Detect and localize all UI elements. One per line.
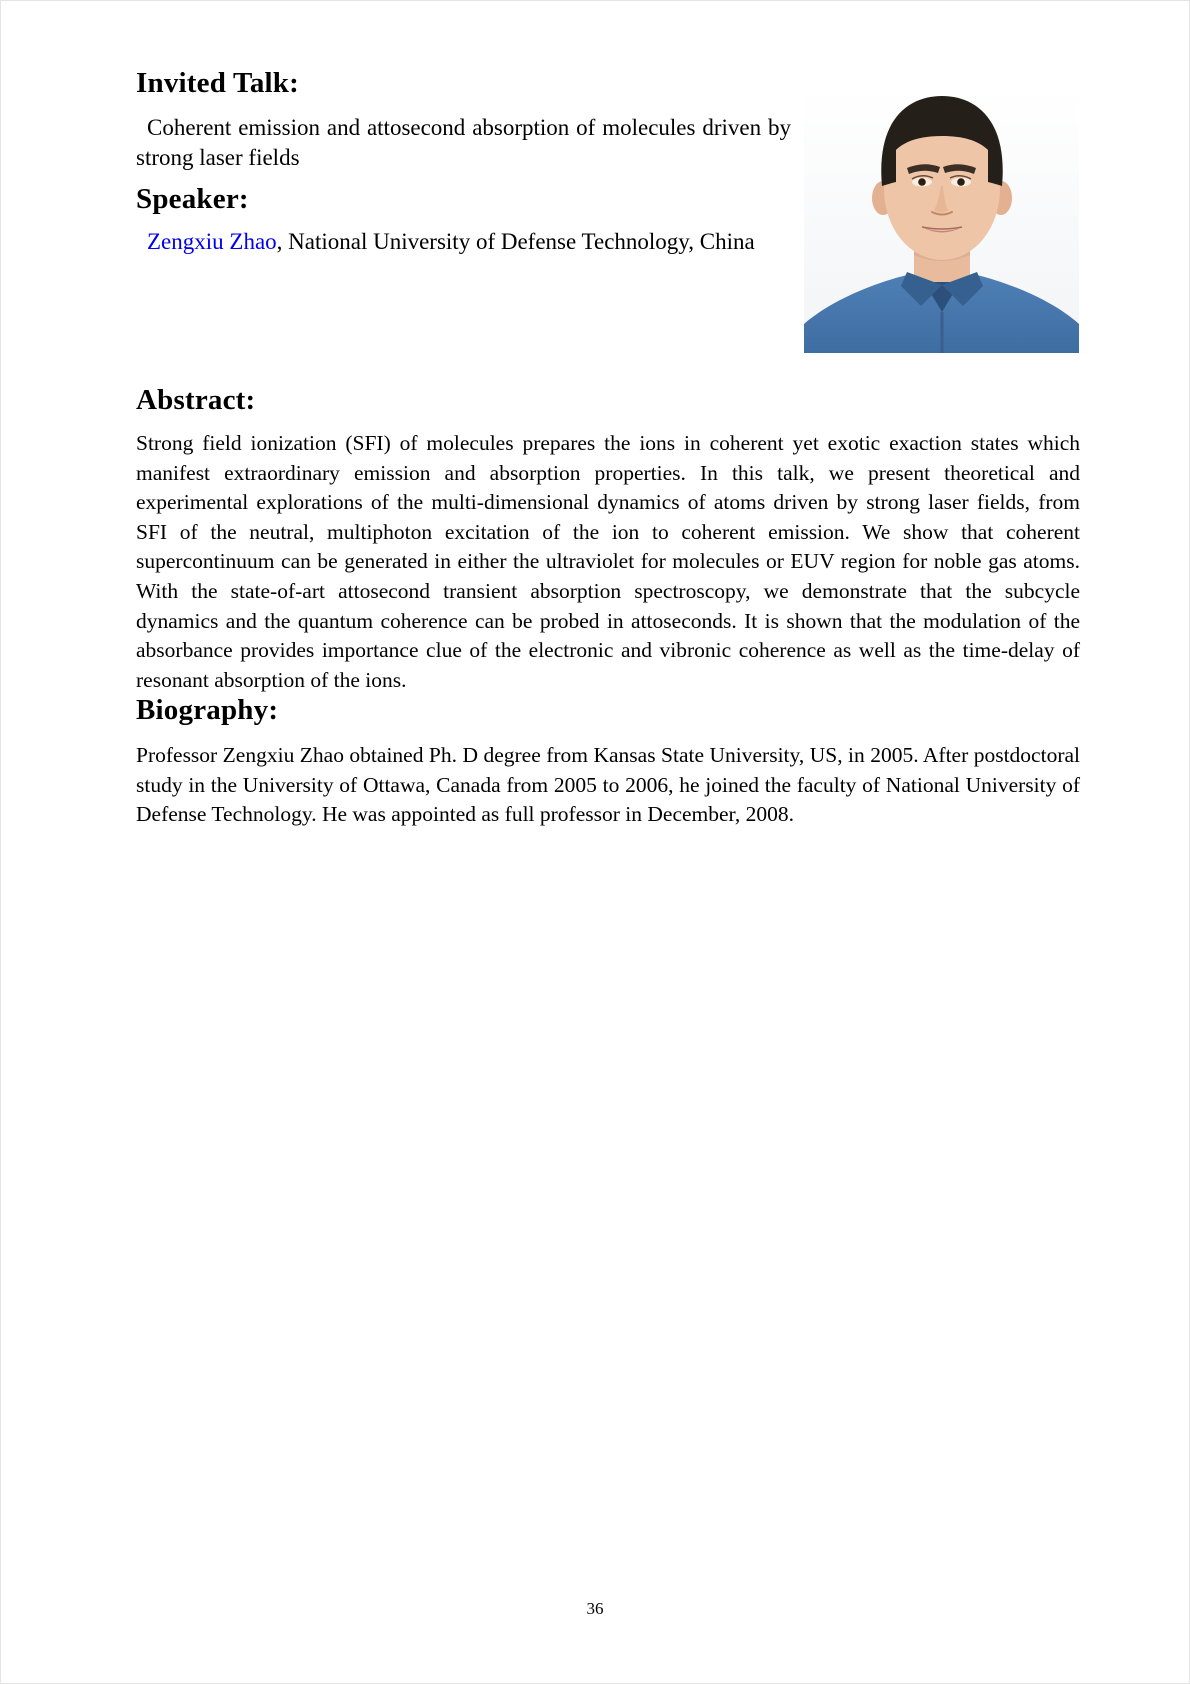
speaker-line [136, 227, 791, 257]
portrait-illustration [804, 86, 1079, 353]
biography-text: Professor Zengxiu Zhao obtained Ph. D degree from Kansas State University, US, in 2005. After postdoctoral study in the University of Ottawa, Canada from 2005 to 2006, he joined the faculty of National University of Defense Technology. He was appointed as full professor in December, 2008. [136, 743, 1080, 827]
speaker-name-link[interactable]: Zengxiu Zhao [147, 229, 277, 254]
speaker-heading: Speaker: [136, 183, 249, 215]
speaker-affiliation: , National University of Defense Technology, China [276, 229, 755, 254]
biography-heading: Biography: [136, 694, 279, 726]
abstract-text: Strong field ionization (SFI) of molecules prepares the ions in coherent yet exotic exaction states which manifest extraordinary emission and absorption properties. In this talk, we present theoretical and experimental explorations of the multi-dimensional dynamics of atoms driven by strong laser fields, from SFI of the neutral, multiphoton excitation of the ion to coherent emission. We show that coherent supercontinuum can be generated in either the ultraviolet for molecules or EUV region for noble gas atoms. With the state-of-art attosecond transient absorption spectroscopy, we demonstrate that the subcycle dynamics and the quantum coherence can be probed in attoseconds. It is shown that the modulation of the absorbance provides importance clue of the electronic and vibronic coherence as well as the time-delay of resonant absorption of the ions. [136, 431, 1080, 692]
invited-talk-heading: Invited Talk: [136, 67, 299, 99]
page-number: 36 [586, 1599, 604, 1618]
talk-title: Coherent emission and attosecond absorption of molecules driven by strong laser fields [136, 115, 791, 170]
speaker-photo [804, 86, 1079, 353]
abstract-heading: Abstract: [136, 384, 256, 416]
